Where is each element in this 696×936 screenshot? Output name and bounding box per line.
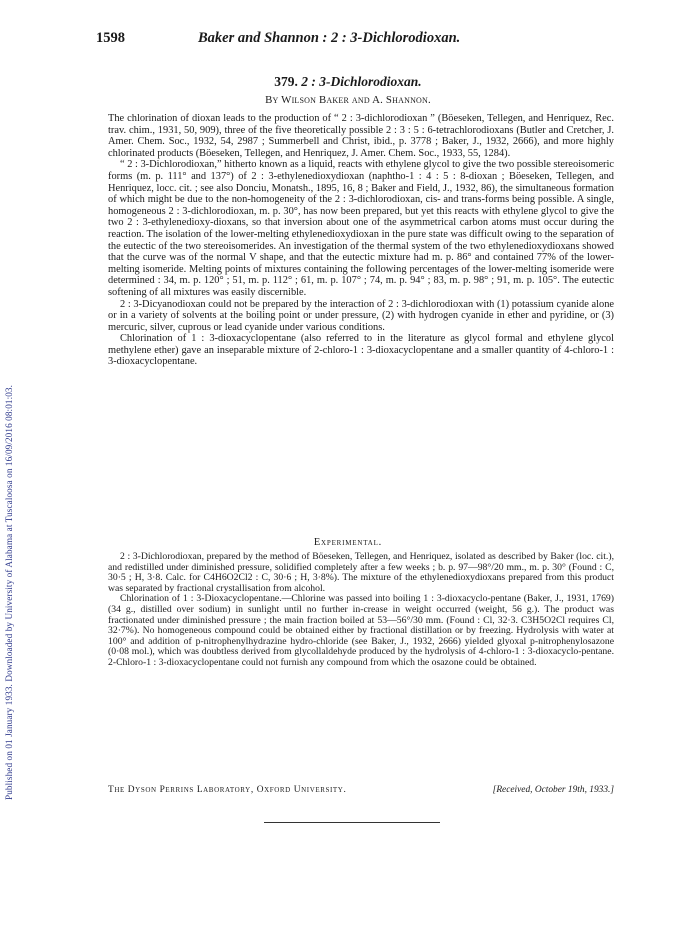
paragraph: “ 2 : 3-Dichlorodioxan,” hitherto known as a liquid, reacts with ethylene glycol to give the two possible stereoisomeric forms (m. p. 111° and 137°) of 2 : 3-ethylenedioxydioxan (naphtho-1 : 4 : 5 : 8-dioxan ; Böeseken, Tellegen, and Henriquez, locc. cit. ; see also Donciu, Monatsh., 1895, 16, 8 ; Baker and Field, J., 1932, 86), the simultaneous formation of which might be due to the non-homogeneity of the 2 : 3-dichlorodioxan, cis- and trans-forms being possible. A single, homogeneous 2 : 3-dichlorodioxan, m. p. 30°, has now been prepared, but yet this reacts with ethylene glycol to give the two 2 : 3-ethylenedioxy-dioxans, so that inversion about one of the asymmetrical carbon atoms must occur during the reaction. The isolation of the lower-melting ethylenedioxydioxan in the pure state was difficult owing to the separation of the eutectic of the two stereoisomerides. An investigation of the thermal system of the two ethylenedioxydioxans showed that the curve was of the normal V shape, and that the eutectic mixture had m. p. 86° and contained 77% of the lower-melting isomeride. Melting points of mixtures containing the following percentages of the lower-melting isomeride were determined : 34, m. p. 120° ; 51, m. p. 112° ; 61, m. p. 107° ; 74, m. p. 94° ; 83, m. p. 98° ; 91, m. p. 105°. The eutectic softening of all mixtures was easily discernible.	[108, 159, 615, 298]
paragraph: 2 : 3-Dicyanodioxan could not be prepared by the interaction of 2 : 3-dichlorodioxan with (1) potassium cyanide alone or in a variety of solvents at the boiling point or under pressure, (2) with hydrogen cyanide in ether and pyridine, or (3) mercuric, silver, cuprous or lead cyanide under various conditions.	[108, 298, 614, 333]
paragraph: The chlorination of dioxan leads to the production of “ 2 : 3-dichlorodioxan ” (Böeseken, Tellegen, and Henriquez, Rec. trav. chim., 1931, 50, 909), three of the five theoretically possible 2 : 3 : 5 : 6-tetrachlorodioxans (Butler and Cretcher, J. Amer. Chem. Soc., 1932, 54, 2987 ; Summerbell and Christ, ibid., p. 3778 ; Baker, J., 1932, 2666), and more highly chlorinated products (Böeseken, Tellegen, and Henriquez, J. Amer. Chem. Soc., 1933, 55, 1284).	[108, 113, 614, 159]
laboratory-affiliation: The Dyson Perrins Laboratory, Oxford University.	[108, 785, 347, 795]
download-watermark: Published on 01 January 1933. Downloaded by University of Alabama at Tuscaloosa on 16/09/2016 08:01:03.	[4, 384, 14, 800]
experimental-paragraph: Chlorination of 1 : 3-Dioxacyclopentane.—Chlorine was passed into boiling 1 : 3-dioxacyclo-pentane (Baker, J., 1931, 1769) (34 g., distilled over sodium) in sunlight until no further in-crease in weight occurred (weight, 56 g.). The product was fractionated under diminished pressure ; the main fraction boiled at 53—56°/30 mm. (Found : Cl, 32·3. C3H5O2Cl requires Cl, 32·7%). No homogeneous compound could be obtained either by fractional distillation or by freezing. Hydrolysis with water at 100° and addition of p-nitrophenylhydrazine hydro-chloride (see Baker, J., 1932, 2666) yielded glyoxal p-nitrophenylosazone (0·08 mol.), which was doubtless derived from glycollaldehyde produced by the hydrolysis of 4-chloro-1 : 3-dioxacyclo-pentane. 2-Chloro-1 : 3-dioxacyclopentane could not furnish any compound from which the osazone could be obtained.	[108, 593, 614, 668]
experimental-section	[108, 552, 614, 669]
running-title: Baker and Shannon : 2 : 3-Dichlorodioxan.	[198, 30, 461, 46]
byline: By Wilson Baker and A. Shannon.	[265, 94, 431, 106]
section-heading-experimental: Experimental.	[313, 537, 383, 548]
end-rule	[264, 822, 440, 823]
received-date: [Received, October 19th, 1933.]	[492, 785, 614, 795]
article-number: 379.	[274, 74, 298, 89]
article-title-text: 2 : 3-Dichlorodioxan.	[301, 74, 422, 89]
article-title	[0, 74, 696, 90]
experimental-paragraph: 2 : 3-Dichlorodioxan, prepared by the method of Böeseken, Tellegen, and Henriquez, isolated as described by Baker (loc. cit.), and redistilled under diminished pressure, solidified completely after a few weeks ; b. p. 97—98°/20 mm., m. p. 30° (Found : C, 30·5 ; H, 3·8. Calc. for C4H6O2Cl2 : C, 30·6 ; H, 3·8%). The mixture of the ethylenedioxydioxans prepared from this product was separated by fractional crystallisation from alcohol.	[108, 551, 614, 594]
article-body	[108, 113, 614, 368]
paragraph: Chlorination of 1 : 3-dioxacyclopentane (also referred to in the literature as glycol formal and ethylene glycol methylene ether) gave an inseparable mixture of 2-chloro-1 : 3-dioxacyclopentane and a smaller quantity of 4-chloro-1 : 3-dioxacyclopentane.	[108, 333, 614, 368]
page-number: 1598	[96, 30, 125, 46]
